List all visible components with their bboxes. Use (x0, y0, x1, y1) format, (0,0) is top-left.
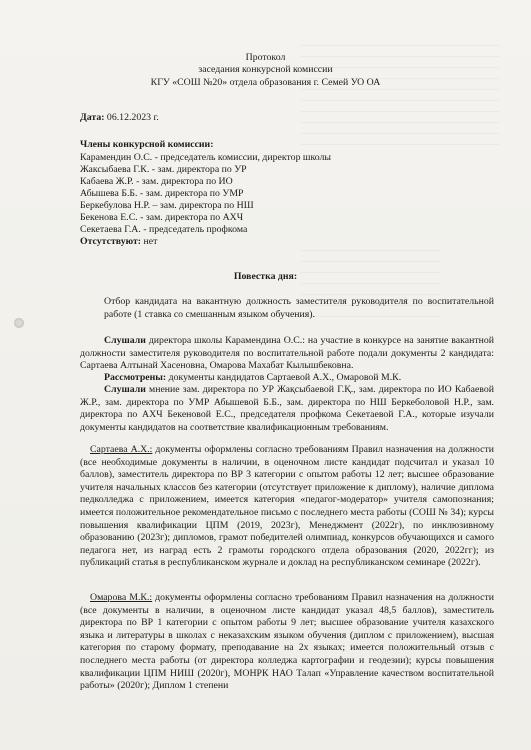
agenda-heading: Повестка дня: (233, 271, 298, 282)
heard-text: мнение зам. директора по УР Жақсыбаевой Г.Қ., зам. директора по ИО Кабаевой Ж.Р., зам. директора по УМР Абышевой Б.Б., зам. директора по НШ Беркеболовой Н.Р., зам. директора по АХЧ Бекеновой Е.С., председателя профкома Секетаевой Г.А., которые изучали документы кандидатов на соответствие квалификационным требованиям. (80, 384, 494, 433)
agenda-text: Отбор кандидата на вакантную должность заместителя руководителя по воспитательной работе (1 ставка со смешанным языком обучения). (104, 296, 494, 320)
heard-text: директора школы Карамендина О.С.: на участие в конкурсе на занятие вакантной должности заместителя руководителя по воспитательной работе подали документы 2 кандидата: Сартаева Алтынай Хасеновна, Омарова Махабат Кылышбековна. (80, 335, 494, 372)
protocol-title: Протокол (245, 52, 286, 63)
candidate-omarova-paragraph (80, 592, 494, 693)
heard-director-paragraph (80, 335, 494, 373)
candidate-text: документы оформлены согласно требованиям Правил назначения на должности (все необходимые документы в наличии, в оценочном листе кандидат подсчитал и указал 10 баллов), заместитель директора по ВР 3 категории с опытом работы 12 лет; высшее образование учителя начальных классов без категории (отсутствует приложение к диплому), наличие диплома педколледжа с приложением, имеется категория «педагог-модератор» учителя самопознания; имеется положительное рекомендательное письмо с последнего места работы (СОШ № 34); курсы повышения квалификации ЦПМ (2019, 2023г), Менеджмент (2022г), по инклюзивному образованию (2023г); дипломов, грамот победителей олимпиад, конкурсов обучающихся и самого педагога нет, из наград есть 2 грамоты городского отдела образования (2020, 2022гг); из публикаций статья в республиканском журнале и доклад на республиканском семинаре (2022г). (80, 444, 494, 569)
candidate-name: Сартаева А.Х.: (90, 444, 153, 455)
date-line (80, 112, 159, 124)
member-item: Жаксыбаева Г.К. - зам. директора по УР (80, 164, 247, 175)
considered-label: Рассмотрены: (104, 372, 167, 383)
member-item: Кабаева Ж.Р. - зам. директора по ИО (80, 176, 233, 187)
member-item: Бекенова Е.С. - зам. директора по АХЧ (80, 212, 244, 223)
considered-paragraph (80, 372, 494, 385)
member-item: Карамендин О.С. - председатель комиссии, директор школы (80, 152, 331, 163)
absent-label: Отсутствуют: (80, 236, 142, 247)
punch-hole (14, 318, 24, 328)
member-item: Беркебулова Н.Р. – зам. директора по НШ (80, 200, 254, 211)
candidate-text: документы оформлены согласно требованиям Правил назначения на должности (все документы в наличии, в оценочном листе кандидат указал 48,5 баллов), заместитель директора по ВР 1 категории с опытом работы 9 лет; высшее образование учителя казахского языка и литературы в школах с неказахским языком обучения (диплом с приложением), высшая категория по старому формату, преподавание на 2х языках; имеется положительный отзыв с последнего места работы (от директора колледжа картографии и геодезии); курсы повышения квалификации ЦПМ НИШ (2020г), МОНРК НАО Талап «Управление качеством воспитательной работы» (2020г); Диплом 1 степени (80, 592, 494, 692)
date-label: Дата: (80, 112, 105, 123)
heard-commission-paragraph (80, 384, 494, 434)
heard-label: Слушали (104, 384, 146, 395)
absent-line (80, 236, 157, 248)
candidate-sartaeva-paragraph (80, 444, 494, 570)
considered-text: документы кандидатов Сартаевой А.Х., Омаровой М.К. (166, 372, 402, 383)
member-item: Абышева Б.Б. - зам. директора по УМР (80, 188, 244, 199)
date-value: 06.12.2023 г. (104, 112, 159, 123)
member-item: Секетаева Г.А. - председатель профкома (80, 224, 248, 235)
heard-label: Слушали (104, 335, 146, 346)
protocol-subtitle: заседания конкурсной комиссии (198, 64, 333, 75)
members-heading: Члены конкурсной комиссии: (80, 139, 214, 150)
protocol-organization: КГУ «СОШ №20» отдела образования г. Семей УО ОА (150, 77, 381, 88)
candidate-name: Омарова М.К.: (90, 592, 153, 603)
absent-value: нет (141, 236, 158, 247)
